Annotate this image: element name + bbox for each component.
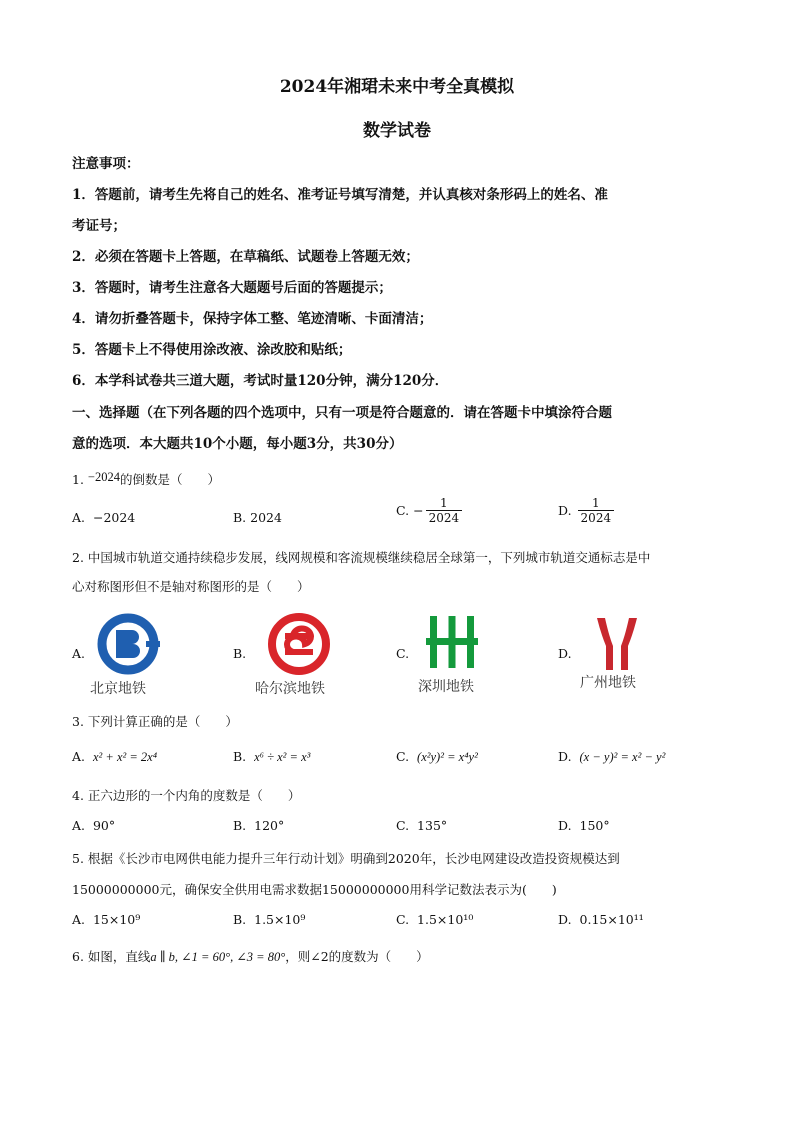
q2-label-d: D.: [558, 646, 572, 661]
section-heading: 一、选择题（在下列各题的四个选项中，只有一项是符合题意的．请在答题卡中填涂符合题: [72, 405, 612, 421]
option-label: C.: [396, 818, 410, 833]
numerator: 1: [592, 496, 600, 510]
option-value: −2024: [92, 510, 136, 525]
logo-caption-beijing: 北京地铁: [90, 681, 146, 697]
option-label: B.: [233, 912, 247, 927]
q4-option-d: [558, 818, 610, 833]
stem-math: a ∥ b, ∠1 = 60°, ∠3 = 80°: [150, 950, 286, 964]
q3-option-d: [558, 749, 665, 765]
q5-option-c: [396, 912, 473, 927]
option-sign: −: [413, 503, 424, 518]
denominator: 2024: [426, 510, 463, 525]
q1-option-d: [558, 496, 614, 525]
q1-option-a: [72, 510, 135, 525]
stem-math: −2024: [87, 470, 120, 484]
note-item: 4．请勿折叠答题卡，保持字体工整、笔迹清晰、卡面清洁；: [72, 311, 433, 327]
option-label: D.: [558, 818, 572, 833]
exam-subtitle: 数学试卷: [363, 121, 431, 141]
option-label: C.: [396, 503, 410, 518]
option-label: A.: [72, 749, 86, 764]
option-label: A.: [72, 818, 86, 833]
note-item: 1．答题前，请考生先将自己的姓名、准考证号填写清楚，并认真核对条形码上的姓名、准: [72, 187, 608, 203]
beijing-subway-logo-icon: [96, 612, 160, 680]
option-value: (x − y)² = x² − y²: [579, 750, 666, 764]
question-5-line2: 15000000000元，确保安全供用电需求数据15000000000用科学记数法表示为( ): [72, 882, 557, 897]
option-value: x⁶ ÷ x² = x³: [254, 750, 311, 764]
notes-heading: 注意事项：: [72, 156, 140, 172]
numerator: 1: [440, 496, 448, 510]
option-label: A.: [72, 510, 86, 525]
q4-option-b: [233, 818, 284, 833]
option-label: D.: [558, 749, 572, 764]
option-value: 0.15×10¹¹: [579, 912, 644, 927]
option-label: D.: [558, 912, 572, 927]
option-value: 1.5×10¹⁰: [417, 912, 474, 927]
note-item: 5．答题卡上不得使用涂改液、涂改胶和贴纸；: [72, 342, 352, 358]
question-4-stem: 4. 正六边形的一个内角的度数是（ ）: [72, 788, 301, 803]
option-value: 90°: [92, 818, 116, 833]
q3-option-c: [396, 749, 478, 765]
option-value: 150°: [579, 818, 610, 833]
q5-option-d: [558, 912, 644, 927]
option-value: 135°: [417, 818, 448, 833]
option-value: 1.5×10⁹: [254, 912, 306, 927]
logo-caption-shenzhen: 深圳地铁: [418, 679, 474, 695]
option-label: C.: [396, 749, 410, 764]
logo-caption-harbin: 哈尔滨地铁: [255, 681, 325, 697]
denominator: 2024: [578, 510, 615, 525]
option-label: D.: [558, 503, 572, 518]
question-6-stem: [72, 947, 429, 965]
option-value: (x²y)² = x⁴y²: [417, 750, 478, 764]
q2-label-b: B.: [233, 646, 247, 661]
question-5-line1: 5. 根据《长沙市电网供电能力提升三年行动计划》明确到2020年，长沙电网建设改造投资规模达到: [72, 851, 620, 866]
question-3-stem: 3. 下列计算正确的是（ ）: [72, 714, 238, 729]
note-item: 6．本学科试卷共三道大题，考试时量120分钟，满分120分．: [72, 373, 449, 389]
question-2-line1: 2. 中国城市轨道交通持续稳步发展，线网规模和客流规模继续稳居全球第一，下列城市轨道交通标志是中: [72, 550, 651, 565]
stem-text: 的倒数是（ ）: [119, 472, 220, 487]
q1-option-c: [396, 496, 462, 525]
option-label: A.: [72, 912, 86, 927]
fraction: [426, 496, 463, 525]
q1-option-b: [233, 510, 282, 525]
question-2-line2: 心对称图形但不是轴对称图形的是（ ）: [72, 579, 310, 594]
q3-option-b: [233, 749, 310, 765]
q4-option-c: [396, 818, 447, 833]
question-1-stem: [72, 470, 220, 488]
option-value: x² + x² = 2x⁴: [92, 750, 158, 764]
q3-option-a: [72, 749, 157, 765]
logo-caption-guangzhou: 广州地铁: [580, 675, 636, 691]
shenzhen-metro-logo-icon: [426, 614, 478, 674]
stem-text: ，则∠2的度数为（ ）: [285, 949, 429, 964]
stem-text: 6. 如图，直线: [72, 949, 151, 964]
exam-title: 2024年湘珺未来中考全真模拟: [279, 77, 515, 97]
q5-option-a: [72, 912, 140, 927]
note-item: 2．必须在答题卡上答题，在草稿纸、试题卷上答题无效；: [72, 249, 419, 265]
note-item: 考证号；: [72, 218, 126, 234]
note-item: 3．答题时，请考生注意各大题题号后面的答题提示；: [72, 280, 392, 296]
option-label: B.: [233, 510, 247, 525]
option-label: B.: [233, 818, 247, 833]
q5-option-b: [233, 912, 305, 927]
option-value: 15×10⁹: [92, 912, 141, 927]
q2-label-a: A.: [72, 646, 86, 661]
option-value: 120°: [254, 818, 285, 833]
option-label: B.: [233, 749, 247, 764]
guangzhou-metro-logo-icon: [595, 616, 639, 676]
fraction: [578, 496, 615, 525]
option-label: C.: [396, 912, 410, 927]
harbin-metro-logo-icon: [267, 612, 331, 680]
question-number: 1.: [72, 472, 84, 487]
q2-label-c: C.: [396, 646, 410, 661]
section-heading-cont: 意的选项．本大题共10个小题，每小题3分，共30分）: [72, 436, 403, 452]
q4-option-a: [72, 818, 115, 833]
option-value: 2024: [250, 510, 282, 525]
